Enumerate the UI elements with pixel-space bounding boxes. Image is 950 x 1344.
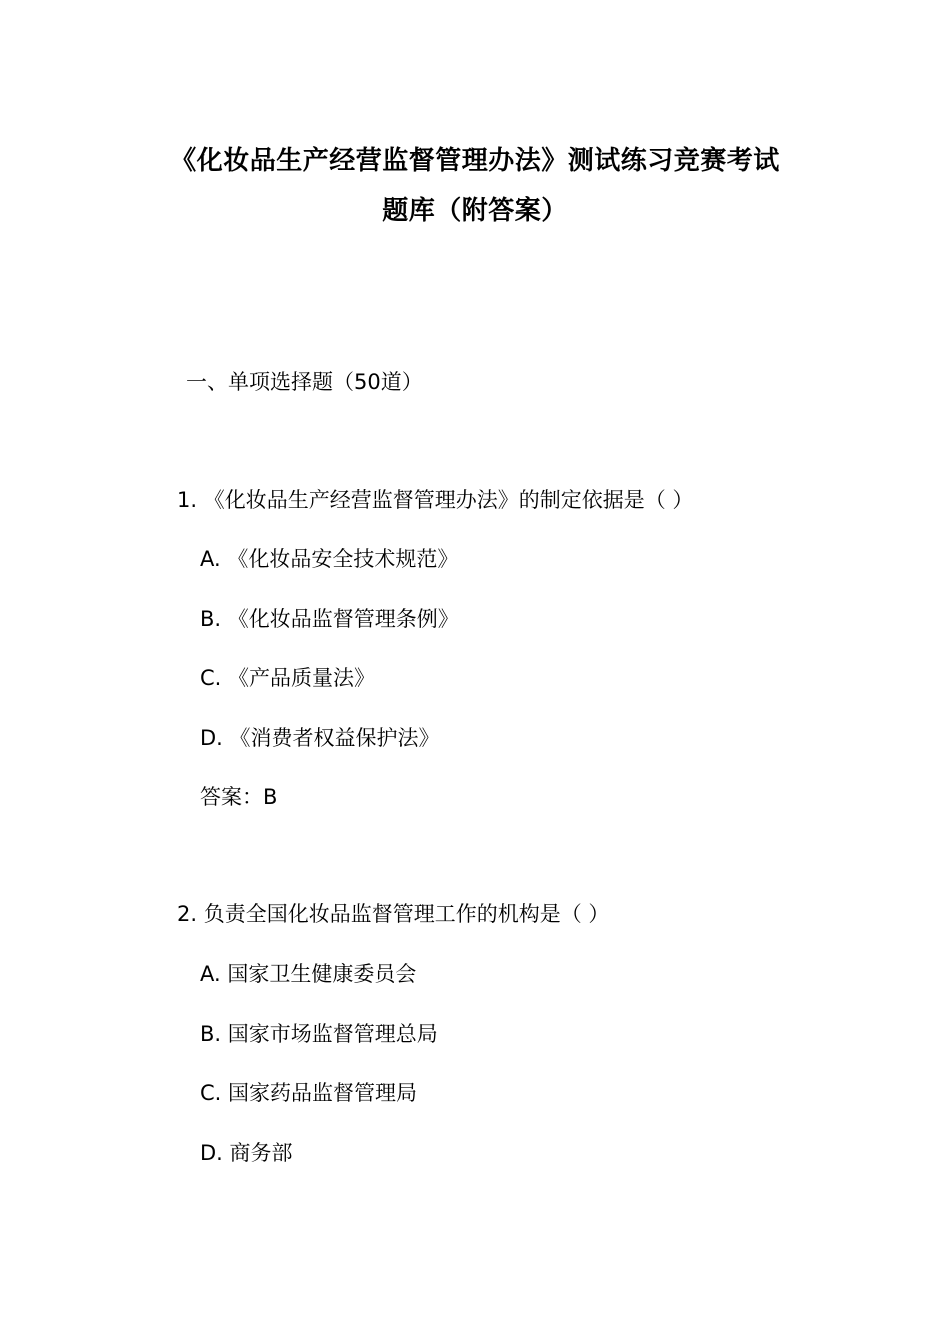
question-2-option-b: B. 国家市场监督管理总局 (200, 1022, 438, 1046)
question-1-option-a: A. 《化妆品安全技术规范》 (200, 547, 459, 571)
question-2-option-c: C. 国家药品监督管理局 (200, 1081, 418, 1105)
question-1-answer: 答案：B (200, 785, 278, 809)
question-2-option-d: D. 商务部 (200, 1141, 293, 1165)
document-title-line-2: 题库（附答案） (382, 196, 568, 226)
document-title-line-1: 《化妆品生产经营监督管理办法》测试练习竞赛考试 (170, 146, 780, 176)
section-heading: 一、单项选择题（50道） (186, 370, 423, 394)
question-2-stem: 2. 负责全国化妆品监督管理工作的机构是（ ） (177, 902, 610, 926)
question-1-option-b: B. 《化妆品监督管理条例》 (200, 607, 459, 631)
question-1-option-d: D. 《消费者权益保护法》 (200, 726, 440, 750)
question-1-option-c: C. 《产品质量法》 (200, 666, 376, 690)
question-1-stem: 1. 《化妆品生产经营监督管理办法》的制定依据是（ ） (177, 488, 694, 512)
question-2-option-a: A. 国家卫生健康委员会 (200, 962, 417, 986)
